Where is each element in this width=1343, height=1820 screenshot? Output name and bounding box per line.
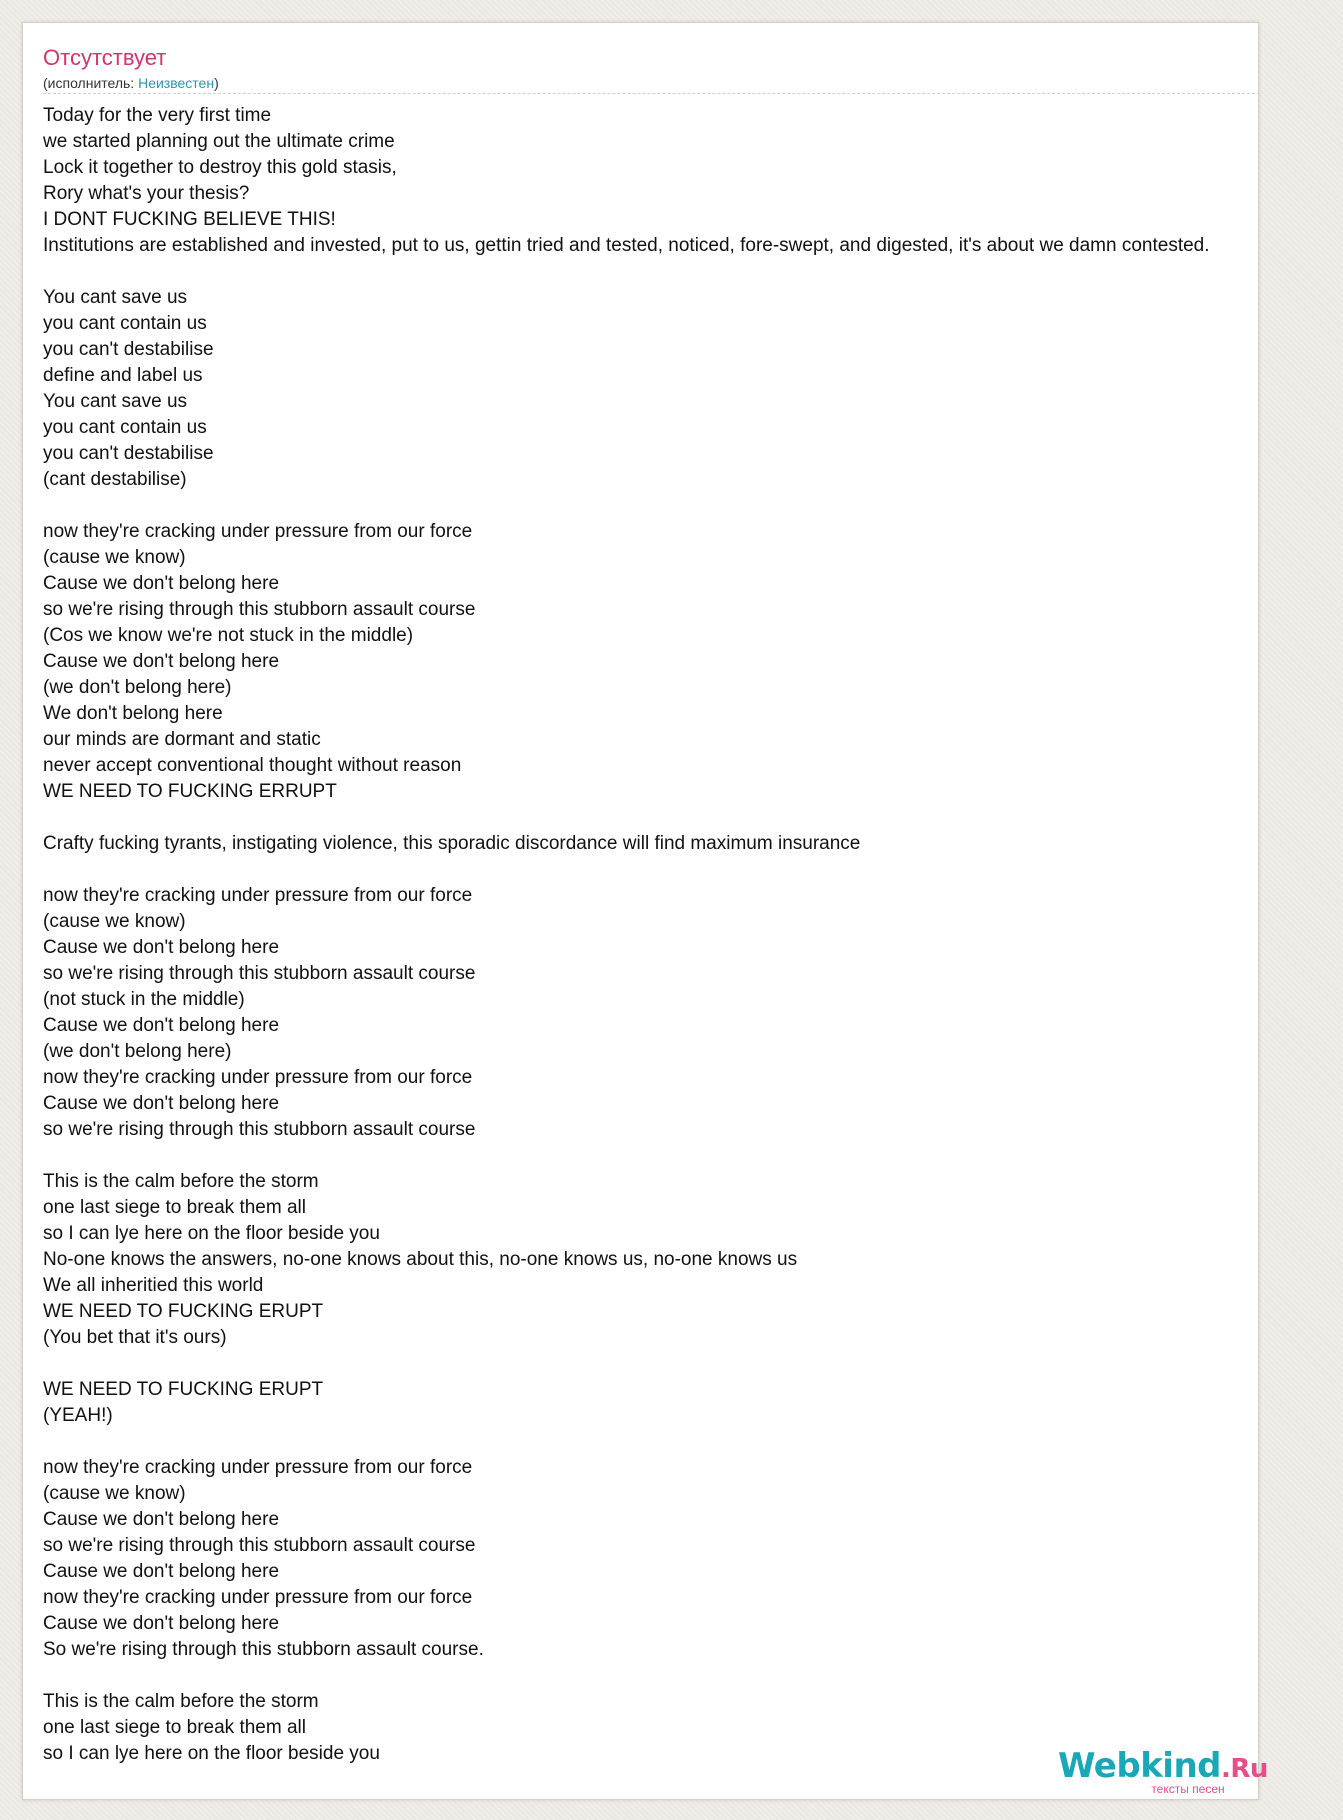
lyric-line: Crafty fucking tyrants, instigating violence, this sporadic discordance will find maximum insurance	[43, 833, 861, 854]
lyric-line: Cause we don't belong here	[43, 651, 280, 672]
lyric-line: We don't belong here	[43, 703, 223, 724]
lyric-line: now they're cracking under pressure from our force	[43, 1067, 473, 1088]
lyric-line: so we're rising through this stubborn assault course	[43, 1535, 476, 1556]
lyric-line: so we're rising through this stubborn assault course	[43, 1119, 476, 1140]
lyric-blank-line	[43, 259, 1343, 285]
lyric-blank-line	[43, 1351, 1343, 1377]
lyric-line: (You bet that it's ours)	[43, 1327, 227, 1348]
logo-tld: .Ru	[1221, 1754, 1268, 1784]
lyric-line: you cant contain us	[43, 417, 207, 438]
lyric-line: one last siege to break them all	[43, 1717, 306, 1738]
lyric-line: WE NEED TO FUCKING ERUPT	[43, 1379, 324, 1400]
lyric-blank-line	[43, 857, 1343, 883]
lyric-blank-line	[43, 805, 1343, 831]
artist-line	[43, 73, 219, 93]
artist-suffix: )	[214, 75, 219, 91]
lyrics-sheet	[22, 22, 1268, 1800]
lyric-line: now they're cracking under pressure from our force	[43, 521, 473, 542]
lyric-line: you cant contain us	[43, 313, 207, 334]
lyric-line: so I can lye here on the floor beside you	[43, 1223, 380, 1244]
lyric-line: Cause we don't belong here	[43, 1561, 280, 1582]
lyric-line: Lock it together to destroy this gold stasis,	[43, 157, 397, 178]
lyric-line: now they're cracking under pressure from our force	[43, 1587, 473, 1608]
lyric-line: (cause we know)	[43, 911, 186, 932]
artist-link[interactable]: Неизвестен	[138, 75, 215, 91]
lyric-line: you can't destabilise	[43, 339, 214, 360]
lyric-line: so we're rising through this stubborn assault course	[43, 963, 476, 984]
lyric-line: never accept conventional thought without reason	[43, 755, 462, 776]
lyric-line: Cause we don't belong here	[43, 573, 280, 594]
lyric-line: Cause we don't belong here	[43, 1093, 280, 1114]
lyric-line: We all inheritied this world	[43, 1275, 264, 1296]
logo-tagline: тексты песен	[1151, 1782, 1225, 1796]
lyric-blank-line	[43, 1143, 1343, 1169]
lyric-line: I DONT FUCKING BELIEVE THIS!	[43, 209, 336, 230]
lyric-line: Cause we don't belong here	[43, 937, 280, 958]
lyric-line: WE NEED TO FUCKING ERUPT	[43, 1301, 324, 1322]
lyric-line: we started planning out the ultimate crime	[43, 131, 395, 152]
lyric-line: You cant save us	[43, 287, 188, 308]
lyrics-body	[43, 103, 1343, 1767]
lyric-line: WE NEED TO FUCKING ERRUPT	[43, 781, 337, 802]
lyric-line: (cant destabilise)	[43, 469, 187, 490]
lyric-line: define and label us	[43, 365, 203, 386]
lyric-blank-line	[43, 493, 1343, 519]
lyric-line: This is the calm before the storm	[43, 1691, 319, 1712]
divider	[43, 93, 1260, 94]
lyric-line: Today for the very first time	[43, 105, 272, 126]
lyric-line: No-one knows the answers, no-one knows about this, no-one knows us, no-one knows us	[43, 1249, 798, 1270]
lyric-line: now they're cracking under pressure from our force	[43, 885, 473, 906]
lyric-line: Cause we don't belong here	[43, 1613, 280, 1634]
lyric-line: (cause we know)	[43, 547, 186, 568]
lyric-line: our minds are dormant and static	[43, 729, 321, 750]
lyric-line: (YEAH!)	[43, 1405, 113, 1426]
song-title: Отсутствует	[43, 45, 167, 70]
lyric-line: now they're cracking under pressure from our force	[43, 1457, 473, 1478]
lyric-line: one last siege to break them all	[43, 1197, 306, 1218]
lyric-line: Rory what's your thesis?	[43, 183, 250, 204]
lyric-line: This is the calm before the storm	[43, 1171, 319, 1192]
lyric-line: you can't destabilise	[43, 443, 214, 464]
lyric-blank-line	[43, 1429, 1343, 1455]
lyric-line: Institutions are established and invested, put to us, gettin tried and tested, noticed, fore-swept, and digested, it's about we damn contested.	[43, 235, 1210, 256]
lyric-line: (we don't belong here)	[43, 677, 232, 698]
lyric-line: (not stuck in the middle)	[43, 989, 245, 1010]
artist-prefix: (исполнитель:	[43, 75, 139, 91]
lyric-line: so we're rising through this stubborn assault course	[43, 599, 476, 620]
lyric-line: Cause we don't belong here	[43, 1509, 280, 1530]
lyric-line: Cause we don't belong here	[43, 1015, 280, 1036]
lyric-line: So we're rising through this stubborn assault course.	[43, 1639, 484, 1660]
lyric-line: (we don't belong here)	[43, 1041, 232, 1062]
lyric-line: You cant save us	[43, 391, 188, 412]
lyric-blank-line	[43, 1663, 1343, 1689]
logo-main-text: Webkind	[1058, 1746, 1221, 1786]
lyric-line: so I can lye here on the floor beside you	[43, 1743, 380, 1764]
lyric-line: (cause we know)	[43, 1483, 186, 1504]
site-logo[interactable]	[1058, 1746, 1268, 1796]
lyric-line: (Cos we know we're not stuck in the middle)	[43, 625, 414, 646]
